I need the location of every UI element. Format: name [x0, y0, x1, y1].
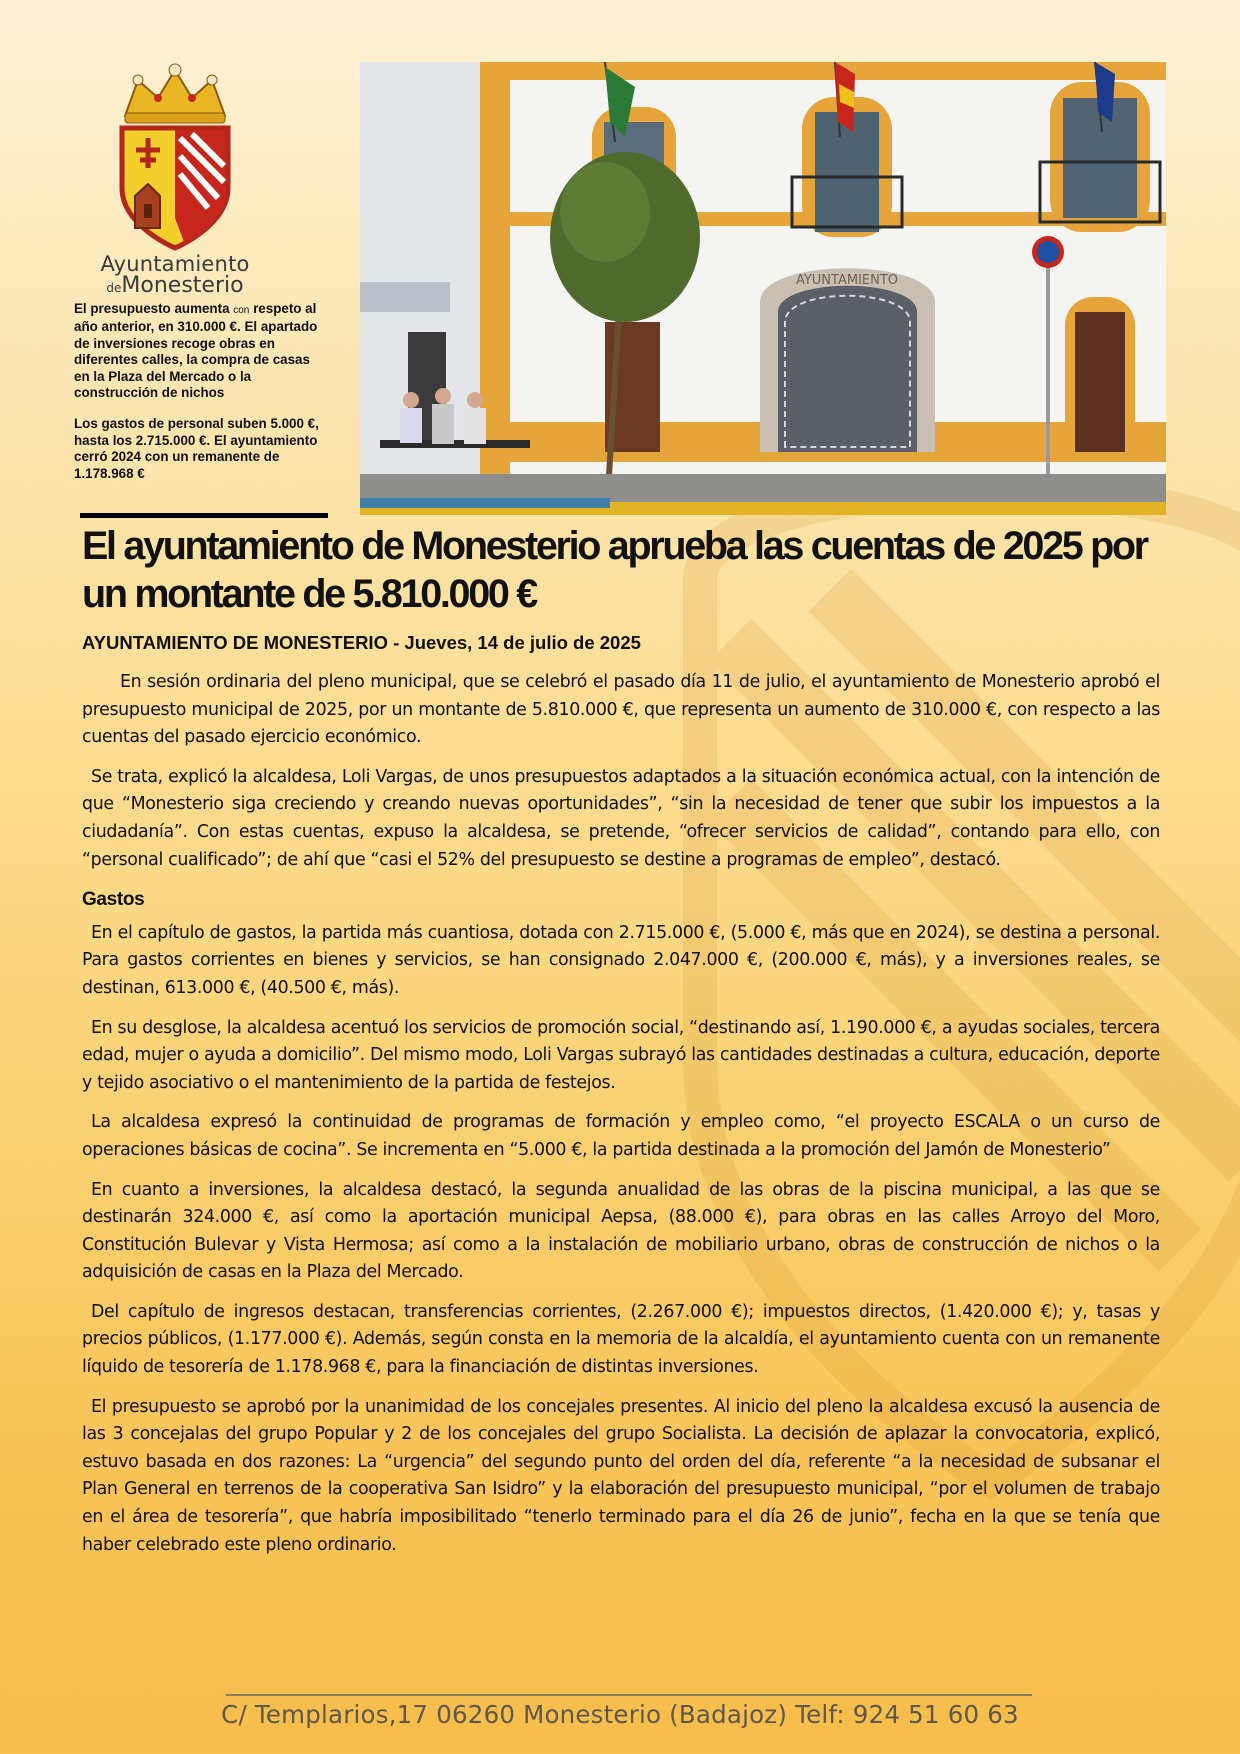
sidebar-summary [74, 301, 326, 497]
crest-caption-town: Monesterio [121, 273, 244, 298]
article-paragraph: Del capítulo de ingresos destacan, transferencias corrientes, (2.267.000 €); impuestos directos, (1.420.000 €); y, tasas y precios públicos, (1.177.000 €). Además, según consta en la memoria de la alcaldía, el ayuntamiento cuenta con un remanente líquido de tesorería de 1.178.968 €, para la financiación de distintas inversiones. [82, 1301, 1160, 1378]
summary-paragraph-2: Los gastos de personal suben 5.000 €, hasta los 2.715.000 €. El ayuntamiento cerró 2024 con un remanente de 1.178.968 € [74, 416, 319, 481]
article-paragraph: En el capítulo de gastos, la partida más cuantiosa, dotada con 2.715.000 €, (5.000 €, más que en 2024), se destina a personal. Para gastos corrientes en bienes y servicios, se han consignado 2.047.000 €, (200.000 €, más), y a inversiones reales, se destinan, 613.000 €, (40.500 €, más). [82, 922, 1160, 998]
article-byline: AYUNTAMIENTO DE MONESTERIO - Jueves, 14 de julio de 2025 [82, 632, 641, 653]
article-paragraph: En cuanto a inversiones, la alcaldesa destacó, la segunda anualidad de las obras de la piscina municipal, a las que se destinarán 324.000 €, así como la aportación municipal Aepsa, (88.000 €), para obras en las calles Arroyo del Moro, Constitución Bulevar y Vista Hermosa; así como a la instalación de mobiliario urbano, obras de construcción de nichos o la adquisición de casas en la Plaza del Mercado. [82, 1179, 1160, 1283]
title-rule [80, 513, 328, 518]
municipal-crest-logo [100, 58, 250, 258]
crest-caption-line2 [100, 275, 250, 297]
article-paragraph: En sesión ordinaria del pleno municipal, que se celebró el pasado día 11 de julio, el ayuntamiento de Monesterio aprobó el presupuesto municipal de 2025, por un montante de 5.810.000 €, que representa un aumento de 310.000 €, con respecto a las cuentas del pasado ejercicio económico. [82, 672, 1160, 748]
summary-1-suffix: respeto al año anterior, en 310.000 €. El apartado de inversiones recoge obras en diferentes calles, la compra de casas en la Plaza del Mercado o la construcción de nichos [74, 301, 318, 401]
town-hall-photo [360, 62, 1166, 515]
section-heading: Gastos [82, 889, 145, 911]
crest-caption-small: de [106, 281, 122, 295]
footer-rule [226, 1694, 1032, 1696]
article-paragraph: La alcaldesa expresó la continuidad de programas de formación y empleo como, “el proyecto ESCALA o un curso de operaciones básicas de cocina”. Se incrementa en “5.000 €, la partida destinada a la promoción del Jamón de Monesterio” [82, 1112, 1160, 1160]
article-paragraph: En su desglose, la alcaldesa acentuó los servicios de promoción social, “destinando así, 1.190.000 €, a ayudas sociales, tercera edad, mujer o ayuda a domicilio”. Del mismo modo, Loli Vargas subrayó las cantidades destinadas a cultura, educación, deporte y tejido asociativo o el mantenimiento de la partida de festejos. [82, 1017, 1160, 1093]
article-paragraph: Se trata, explicó la alcaldesa, Loli Vargas, de unos presupuestos adaptados a la situación económica actual, con la intención de que “Monesterio siga creciendo y creando nuevas oportunidades”, “sin la necesidad de tener que subir los impuestos a la ciudadanía”. Con estas cuentas, expuso la alcaldesa, se pretende, “ofrecer servicios de calidad”, contando para ello, con “personal cualificado”; de ahí que “casi el 52% del presupuesto se destine a programas de empleo”, destacó. [82, 766, 1160, 870]
facade-sign: AYUNTAMIENTO [795, 273, 899, 288]
summary-1-small: con [233, 305, 250, 316]
article-headline: El ayuntamiento de Monesterio aprueba las cuentas de 2025 por un montante de 5.810.000 € [82, 524, 1147, 616]
article-paragraph: El presupuesto se aprobó por la unanimidad de los concejales presentes. Al inicio del pleno la alcaldesa excusó la ausencia de las 3 concejalas del grupo Popular y 2 de los concejales del grupo Socialista. La decisión de aplazar la convocatoria, explicó, estuvo basada en dos razones: La “urgencia” del segundo punto del orden del día, referente “a la necesidad de subsanar el Plan General en terrenos de la cooperativa San Isidro” y la elaboración del presupuesto municipal, “por el volumen de trabajo en el área de tesorería”, que habría imposibilitado “tenerlo terminado para el día 26 de junio”, fecha en la que se tenía que haber celebrado este pleno ordinario. [82, 1396, 1160, 1555]
article-body [82, 669, 1160, 1571]
footer-address: C/ Templarios,17 06260 Monesterio (Badajoz) Telf: 924 51 60 63 [221, 1700, 1019, 1729]
summary-1-prefix: El presupuesto aumenta [74, 301, 234, 316]
crest-caption [100, 254, 250, 297]
summary-paragraph-1 [74, 301, 326, 401]
crest-caption-line1: Ayuntamiento [100, 252, 250, 276]
